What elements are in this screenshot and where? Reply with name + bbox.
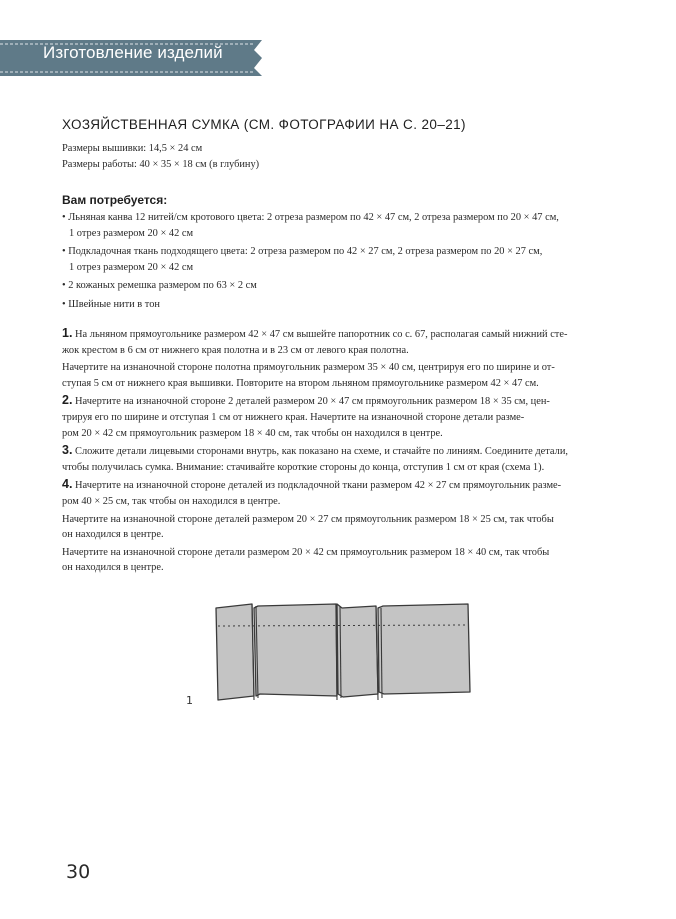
fabric-panel-4: [378, 604, 470, 694]
step-1: 1. На льняном прямоугольнике размером 42 × 47 см вышейте папоротник со с. 67, располагая самый нижний сте- жок крестом в 6 см от нижнего края полотна и в 23 см от левого края полотна.: [62, 326, 568, 356]
step-4-continued-a: Начертите на изнаночной стороне деталей размером 20 × 27 см прямоугольник размером 18 × 25 см, так чтобы он находился в центре.: [62, 513, 554, 541]
step-number: 1.: [62, 326, 73, 340]
step-number: 4.: [62, 477, 73, 492]
step-4: 4. Начертите на изнаночной стороне деталей из подкладочной ткани размером 42 × 27 см прямоугольник разме- ром 40 × 25 см, так чтобы он находился в центре.: [62, 477, 562, 507]
materials-list: [62, 210, 642, 316]
fabric-panel-3: [337, 604, 378, 697]
step-3: 3. Сложите детали лицевыми сторонами внутрь, как показано на схеме, и стачайте по линиям. Соедините детали, чтобы получилась сумка. Внимание: стачивайте короткие стороны до конца, отступив 1 см от края (схема 1).: [62, 443, 568, 473]
step-4-continued-b: Начертите на изнаночной стороне детали размером 20 × 42 см прямоугольник размером 18 × 40 см, так чтобы он находился в центре.: [62, 546, 550, 574]
sewing-diagram: [180, 596, 480, 708]
embroidery-size: Размеры вышивки: 14,5 × 24 см: [62, 143, 203, 154]
step-1-continued: Начертите на изнаночной стороне полотна прямоугольник размером 35 × 40 см, центрируя его по ширине и от- ступая 5 см от нижнего края вышивки. Повторите на втором льняном прямоугольнике размером 42 × 47 см.: [62, 362, 555, 389]
material-item: • Подкладочная ткань подходящего цвета: 2 отреза размером по 42 × 27 см, 2 отреза размером по 20 × 27 см, 1 отрез размером 20 × 42 см: [62, 246, 543, 273]
article-title: ХОЗЯЙСТВЕННАЯ СУМКА (СМ. ФОТОГРАФИИ НА С. 20–21): [62, 117, 466, 132]
material-item: • Льняная канва 12 нитей/см кротового цвета: 2 отреза размером по 42 × 47 см, 2 отреза размером по 20 × 47 см, 1 отрез размером 20 × 42 см: [62, 212, 559, 239]
materials-title: Вам потребуется:: [62, 193, 168, 207]
material-item: • 2 кожаных ремешка размером по 63 × 2 см: [62, 280, 257, 292]
work-size: Размеры работы: 40 × 35 × 18 см (в глубину): [62, 158, 260, 170]
sizes-block: [62, 141, 259, 172]
step-number: 3.: [62, 443, 73, 458]
fabric-panel-2: [254, 604, 337, 696]
step-number: 2.: [62, 393, 73, 408]
diagram-label: 1: [186, 694, 193, 707]
page-number: 30: [66, 861, 91, 883]
section-title: Изготовление изделий: [43, 43, 223, 62]
material-item: • Швейные нити в тон: [62, 298, 160, 310]
step-2: 2. Начертите на изнаночной стороне 2 деталей размером 20 × 47 см прямоугольник размером 18 × 35 см, цен- трируя его по ширине и отступая 1 см от нижнего края. Начертите на изнаночной стороне детали разме- ром 20 × 42 см прямоугольник размером 18 × 40 см, так чтобы он находился в центре.: [62, 393, 550, 439]
fabric-panel-1: [216, 604, 254, 700]
instructions: [62, 326, 637, 578]
